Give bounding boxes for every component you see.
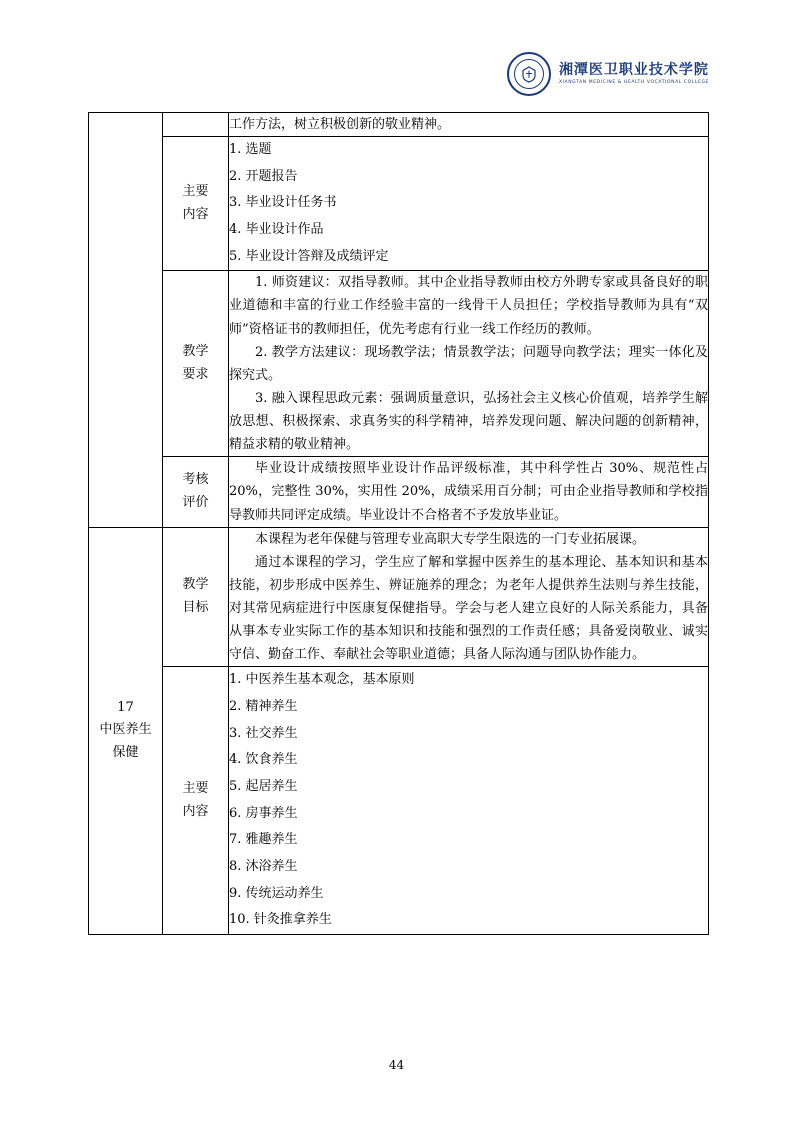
college-name-cn: 湘潭医卫职业技术学院 bbox=[558, 62, 709, 79]
paragraph: 2. 教学方法建议：现场教学法；情景教学法；问题导向教学法；理实一体化及探究式。 bbox=[229, 344, 708, 383]
label-line: 评价 bbox=[182, 495, 209, 511]
course-no-cell bbox=[89, 527, 163, 934]
row-label-empty bbox=[163, 113, 229, 137]
course-name-line: 保健 bbox=[112, 745, 139, 761]
content-line: 工作方法，树立积极创新的敬业精神。 bbox=[229, 117, 451, 132]
list-item: 10. 针灸推拿养生 bbox=[229, 912, 332, 928]
table-row bbox=[89, 457, 709, 527]
label-line: 主要 bbox=[182, 183, 209, 199]
table-row bbox=[89, 137, 709, 271]
page-number: 44 bbox=[388, 1058, 405, 1072]
list-item: 4. 毕业设计作品 bbox=[229, 222, 324, 238]
paragraph: 毕业设计成绩按照毕业设计作品评级标准，其中科学性占 30%、规范性占 20%，完整性 30%，实用性 20%，成绩采用百分制；可由企业指导教师和学校指导教师共同评定成绩。毕业设计不合格者不予发放毕业证。 bbox=[229, 461, 708, 523]
college-crest-icon bbox=[507, 52, 551, 96]
list-item: 5. 起居养生 bbox=[229, 779, 298, 795]
list-item: 5. 毕业设计答辩及成绩评定 bbox=[229, 248, 389, 264]
college-logo bbox=[507, 52, 709, 96]
table-row bbox=[89, 667, 709, 934]
paragraph: 1. 师资建议：双指导教师。其中企业指导教师由校方外聘专家或具备良好的职业道德和丰富的行业工作经验丰富的一线骨干人员担任；学校指导教师为具有“双师”资格证书的教师担任，优先考虑有行业一线工作经历的教师。 bbox=[229, 275, 708, 337]
row-content bbox=[229, 271, 709, 457]
list-item: 2. 精神养生 bbox=[229, 699, 298, 715]
paragraph: 本课程为老年保健与管理专业高职大专学生限选的一门专业拓展课。 bbox=[255, 531, 646, 547]
course-no-cell-empty bbox=[89, 113, 163, 528]
course-outline-table bbox=[88, 112, 709, 935]
list-item: 2. 开题报告 bbox=[229, 168, 298, 184]
list-item: 1. 中医养生基本观念，基本原则 bbox=[229, 672, 415, 688]
label-line: 主要 bbox=[182, 780, 209, 796]
course-number: 17 bbox=[117, 699, 134, 715]
table-row bbox=[89, 527, 709, 667]
course-name-line: 中医养生 bbox=[99, 722, 152, 738]
label-line: 教学 bbox=[182, 344, 209, 360]
list-item: 3. 社交养生 bbox=[229, 725, 298, 741]
row-label-teaching-requirements bbox=[163, 271, 229, 457]
label-line: 目标 bbox=[182, 600, 209, 616]
college-name-en: XIANGTAN MEDICINE & HEALTH VOCATIONAL COLLEGE bbox=[558, 80, 709, 86]
list-item: 9. 传统运动养生 bbox=[229, 885, 324, 901]
label-line: 教学 bbox=[182, 577, 209, 593]
table-row bbox=[89, 271, 709, 457]
row-content bbox=[229, 527, 709, 667]
table-row bbox=[89, 113, 709, 137]
list-item: 1. 选题 bbox=[229, 142, 272, 158]
row-content bbox=[229, 137, 709, 271]
row-content bbox=[229, 457, 709, 527]
list-item: 8. 沐浴养生 bbox=[229, 858, 298, 874]
label-line: 考核 bbox=[182, 472, 209, 488]
row-content bbox=[229, 113, 709, 137]
label-line: 内容 bbox=[182, 803, 209, 819]
paragraph: 通过本课程的学习，学生应了解和掌握中医养生的基本理论、基本知识和基本技能，初步形成中医养生、辨证施养的理念；为老年人提供养生法则与养生技能，对其常见病症进行中医康复保健指导。学会与老人建立良好的人际关系能力，具备从事本专业实际工作的基本知识和技能和强烈的工作责任感；具备爱岗敬业、诚实守信、勤奋工作、奉献社会等职业道德；具备人际沟通与团队协作能力。 bbox=[229, 554, 708, 663]
paragraph: 3. 融入课程思政元素：强调质量意识，弘扬社会主义核心价值观，培养学生解放思想、积极探索、求真务实的科学精神，培养发现问题、解决问题的创新精神，精益求精的敬业精神。 bbox=[229, 390, 708, 453]
list-item: 3. 毕业设计任务书 bbox=[229, 195, 337, 211]
row-content bbox=[229, 667, 709, 934]
row-label-assessment bbox=[163, 457, 229, 527]
list-item: 7. 雅趣养生 bbox=[229, 832, 298, 848]
label-line: 内容 bbox=[182, 206, 209, 222]
row-label-teaching-goal bbox=[163, 527, 229, 667]
row-label-main-content bbox=[163, 137, 229, 271]
list-item: 6. 房事养生 bbox=[229, 805, 298, 821]
list-item: 4. 饮食养生 bbox=[229, 752, 298, 768]
college-name-block bbox=[559, 62, 709, 85]
row-label-main-content bbox=[163, 667, 229, 934]
label-line: 要求 bbox=[182, 366, 209, 382]
